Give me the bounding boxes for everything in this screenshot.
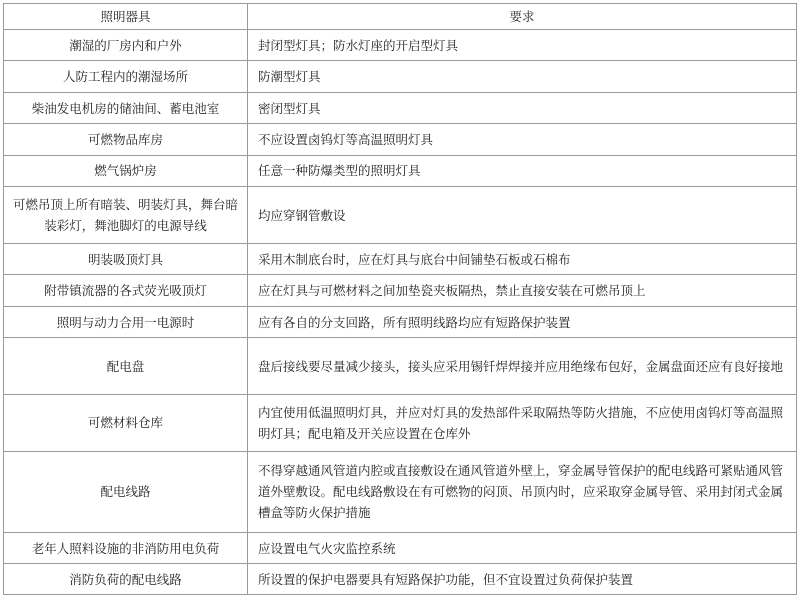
table-row (4, 124, 797, 155)
requirement-cell: 不得穿越通风管道内腔或直接敷设在通风管道外壁上，穿金属导管保护的配电线路可紧贴通风管道外壁敷设。配电线路敷设在有可燃物的闷顶、吊顶内时，应采取穿金属导管、采用封闭式金属槽盒等防火保护措施 (248, 451, 797, 532)
requirement-cell: 应有各自的分支回路，所有照明线路均应有短路保护装置 (248, 306, 797, 337)
requirement-cell: 防潮型灯具 (248, 61, 797, 92)
fixture-cell: 人防工程内的潮湿场所 (4, 61, 248, 92)
table-row (4, 306, 797, 337)
lighting-requirements-table (3, 3, 797, 595)
fixture-cell: 潮湿的厂房内和户外 (4, 30, 248, 61)
fixture-cell: 消防负荷的配电线路 (4, 564, 248, 595)
table-row (4, 92, 797, 123)
requirement-cell: 应在灯具与可燃材料之间加垫瓷夹板隔热，禁止直接安装在可燃吊顶上 (248, 275, 797, 306)
table-container (3, 3, 796, 595)
requirement-cell: 均应穿钢管敷设 (248, 187, 797, 244)
fixture-cell: 明装吸顶灯具 (4, 243, 248, 274)
fixture-cell: 老年人照料设施的非消防用电负荷 (4, 533, 248, 564)
requirement-cell: 任意一种防爆类型的照明灯具 (248, 155, 797, 186)
requirement-cell: 采用木制底台时，应在灯具与底台中间铺垫石板或石棉布 (248, 243, 797, 274)
table-row (4, 395, 797, 452)
table-row (4, 187, 797, 244)
requirement-cell: 不应设置卤钨灯等高温照明灯具 (248, 124, 797, 155)
table-row (4, 155, 797, 186)
fixture-cell: 配电线路 (4, 451, 248, 532)
requirement-cell: 盘后接线要尽量减少接头，接头应采用锡钎焊焊接并应用绝缘布包好，金属盘面还应有良好接地 (248, 338, 797, 395)
header-row (4, 4, 797, 30)
fixture-cell: 燃气锅炉房 (4, 155, 248, 186)
requirement-cell: 密闭型灯具 (248, 92, 797, 123)
table-row (4, 533, 797, 564)
table-row (4, 451, 797, 532)
fixture-cell: 可燃物品库房 (4, 124, 248, 155)
fixture-cell: 可燃材料仓库 (4, 395, 248, 452)
requirement-cell: 封闭型灯具；防水灯座的开启型灯具 (248, 30, 797, 61)
requirement-cell: 内宜使用低温照明灯具，并应对灯具的发热部件采取隔热等防火措施，不应使用卤钨灯等高温照明灯具；配电箱及开关应设置在仓库外 (248, 395, 797, 452)
fixture-cell: 照明与动力合用一电源时 (4, 306, 248, 337)
requirement-cell: 所设置的保护电器要具有短路保护功能，但不宜设置过负荷保护装置 (248, 564, 797, 595)
fixture-cell: 附带镇流器的各式荧光吸顶灯 (4, 275, 248, 306)
fixture-cell: 柴油发电机房的储油间、蓄电池室 (4, 92, 248, 123)
requirement-cell: 应设置电气火灾监控系统 (248, 533, 797, 564)
column-header-fixture: 照明器具 (4, 4, 248, 30)
table-row (4, 564, 797, 595)
column-header-requirement: 要求 (248, 4, 797, 30)
table-row (4, 61, 797, 92)
table-row (4, 338, 797, 395)
fixture-cell: 配电盘 (4, 338, 248, 395)
table-row (4, 30, 797, 61)
table-row (4, 275, 797, 306)
table-row (4, 243, 797, 274)
fixture-cell: 可燃吊顶上所有暗装、明装灯具，舞台暗装彩灯，舞池脚灯的电源导线 (4, 187, 248, 244)
